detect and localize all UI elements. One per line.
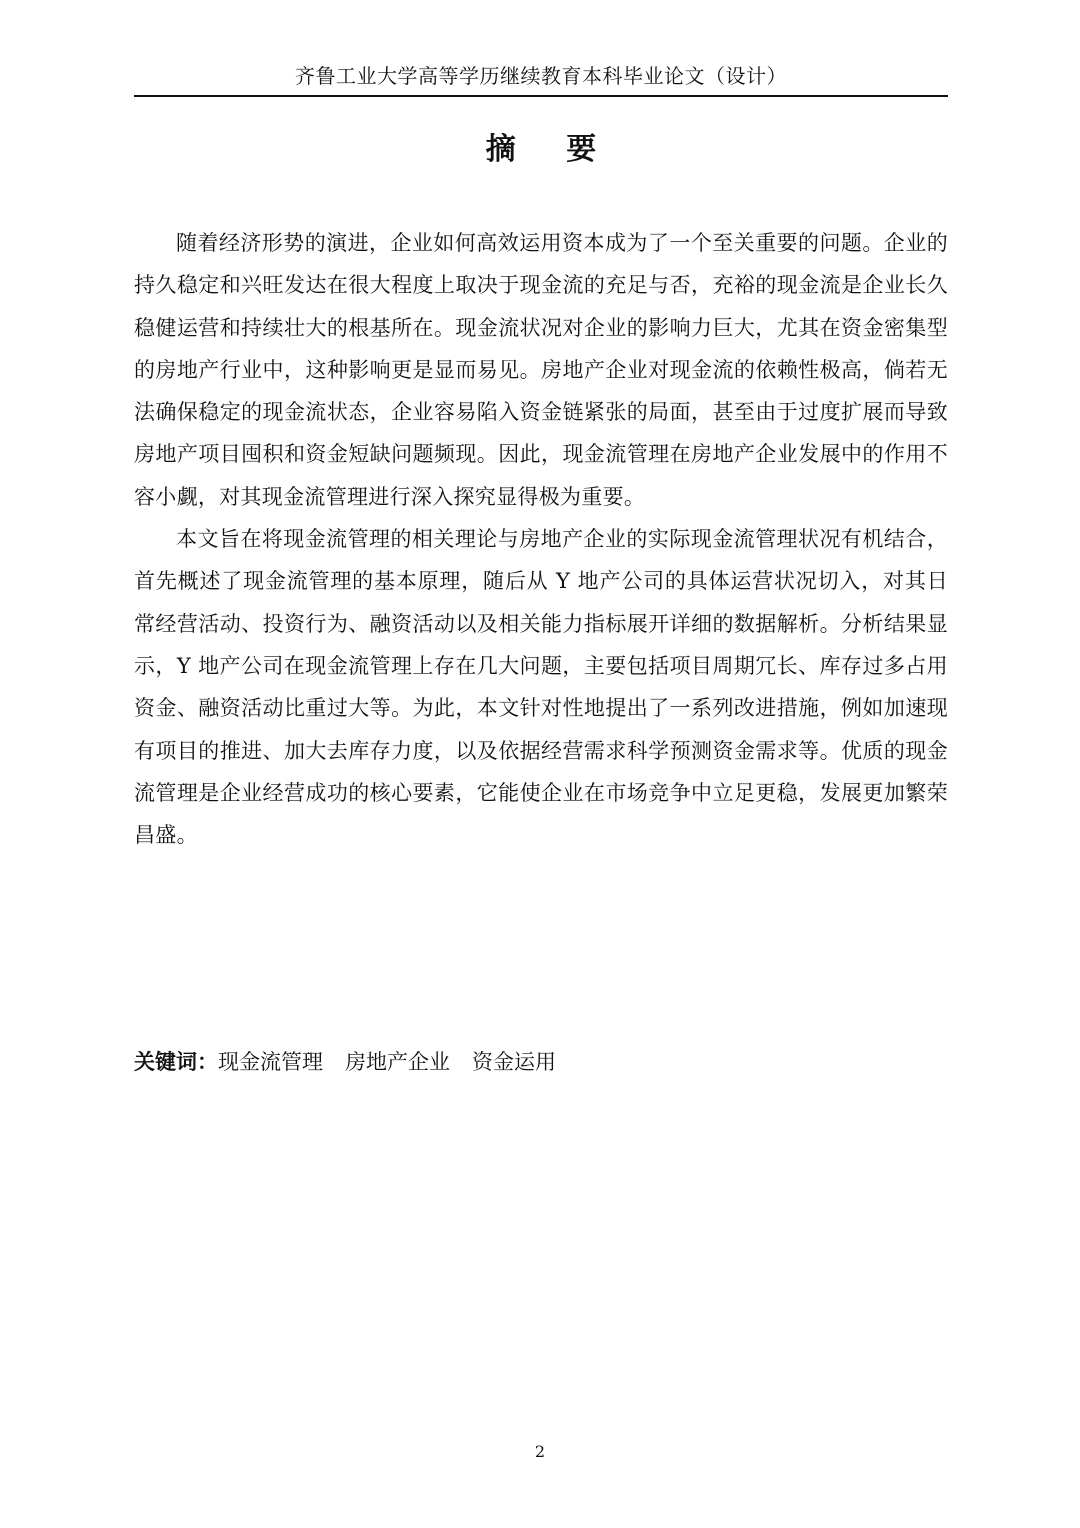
abstract-paragraph-2: 本文旨在将现金流管理的相关理论与房地产企业的实际现金流管理状况有机结合，首先概述了现金流管理的基本原理，随后从 Y 地产公司的具体运营状况切入，对其日常经营活动、投资行为、融资活动以及相关能力指标展开详细的数据解析。分析结果显示，Y 地产公司在现金流管理上存在几大问题，主要包括项目周期冗长、库存过多占用资金、融资活动比重过大等。为此，本文针对性地提出了一系列改进措施，例如加速现有项目的推进、加大去库存力度，以及依据经营需求科学预测资金需求等。优质的现金流管理是企业经营成功的核心要素，它能使企业在市场竞争中立足更稳，发展更加繁荣昌盛。 bbox=[134, 527, 948, 848]
keyword-item: 现金流管理 bbox=[218, 1050, 323, 1074]
keyword-item: 房地产企业 bbox=[345, 1050, 450, 1074]
keywords-line bbox=[134, 1044, 948, 1080]
page-header: 齐鲁工业大学高等学历继续教育本科毕业论文（设计） bbox=[295, 64, 787, 88]
header-divider bbox=[134, 95, 948, 97]
keywords-label: 关键词： bbox=[134, 1050, 218, 1074]
abstract-paragraph-1: 随着经济形势的演进，企业如何高效运用资本成为了一个至关重要的问题。企业的持久稳定和兴旺发达在很大程度上取决于现金流的充足与否，充裕的现金流是企业长久稳健运营和持续壮大的根基所在。现金流状况对企业的影响力巨大，尤其在资金密集型的房地产行业中，这种影响更是显而易见。房地产企业对现金流的依赖性极高，倘若无法确保稳定的现金流状态，企业容易陷入资金链紧张的局面，甚至由于过度扩展而导致房地产项目囤积和资金短缺问题频现。因此，现金流管理在房地产企业发展中的作用不容小觑，对其现金流管理进行深入探究显得极为重要。 bbox=[134, 231, 948, 509]
abstract-title: 摘 要 bbox=[485, 132, 617, 167]
abstract-body bbox=[134, 222, 948, 856]
keyword-item: 资金运用 bbox=[472, 1050, 556, 1074]
page-number: 2 bbox=[534, 1442, 546, 1461]
